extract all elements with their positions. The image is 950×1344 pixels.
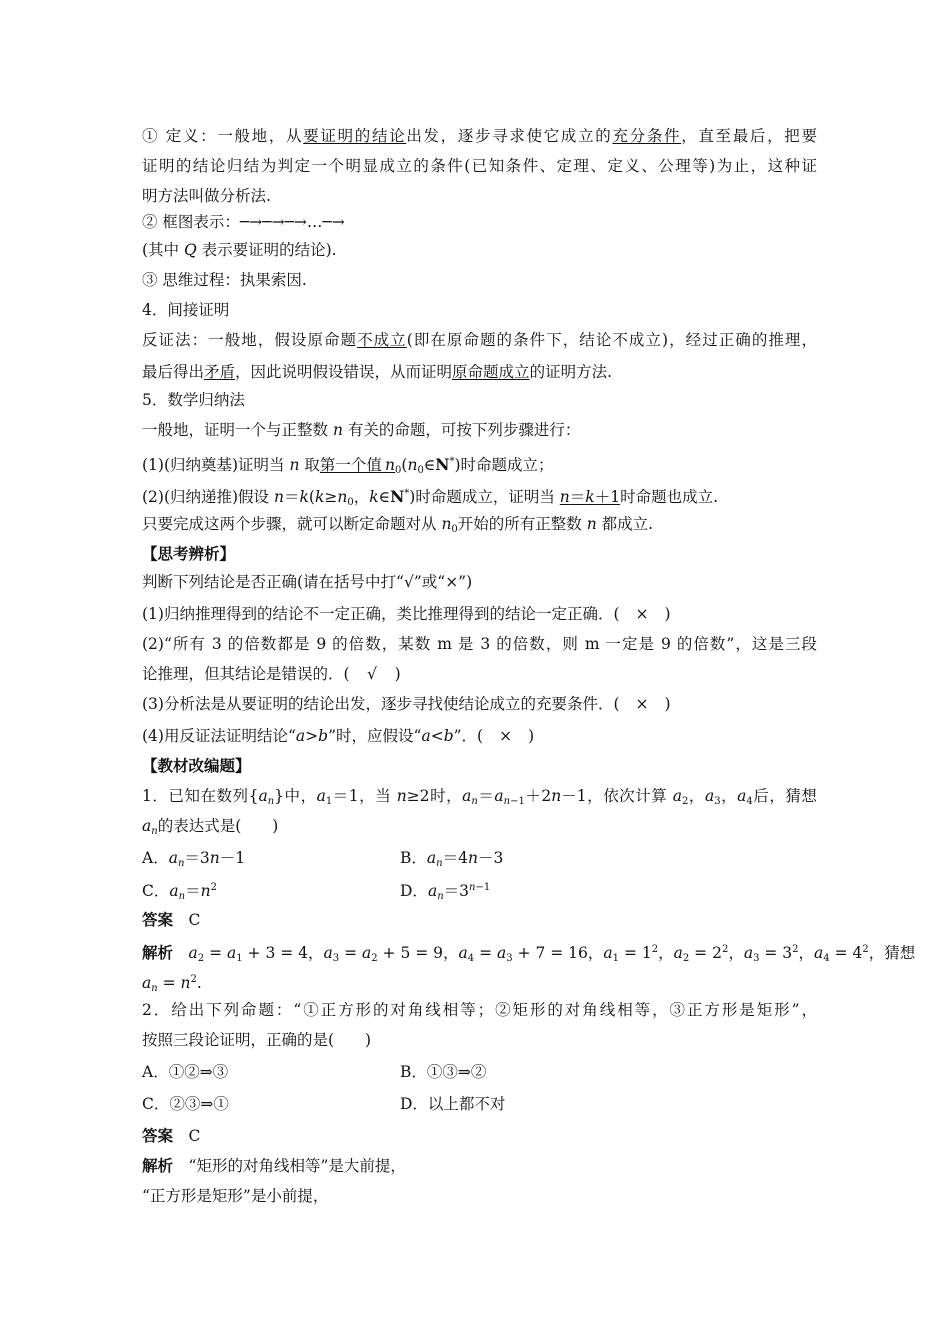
induction-step-1: (1)(归纳奠基)证明当 n 取第一个值 $n_0(n_0\in N^*)$时命题成立； — [142, 455, 554, 476]
think-q2-line-1: (2)“所有 3 的倍数都是 9 的倍数，某数 m 是 3 的倍数，则 m 一定是 9 的倍数”，这是三段 — [142, 635, 817, 653]
answer-mark: × — [499, 727, 513, 745]
indirect-line-2: 最后得出矛盾，因此说明假设错误，从而证明原命题成立的证明方法. — [142, 363, 612, 381]
induction-step-2: (2)(归纳递推)假设 $n=k(k\ge n_0$，k∈N*)时命题成立，证明当 n＝k＋1时命题也成立. — [142, 487, 719, 508]
induction-heading: 5．数学归纳法 — [142, 391, 245, 409]
problem-2-answer: 答案 C — [142, 1126, 201, 1145]
problem-1-line-1: 1．已知在数列$\{a_n\}$中，$a_1=1$，当 n≥2时，$a_n=a_{n-1}+2n-1$，依次计算 $a_2$，$a_3$，$a_4$后，猜想 — [142, 787, 817, 807]
induction-conclusion: 只要完成这两个步骤，就可以断定命题对从 $n_0$开始的所有正整数 n 都成立. — [142, 515, 654, 535]
problem-2-analysis-line-2: “正方形是矩形”是小前提， — [142, 1187, 329, 1205]
answer-mark: √ — [367, 665, 377, 683]
answer-mark: × — [635, 605, 649, 623]
definition-line-3: 明方法叫做分析法. — [142, 187, 271, 205]
thinking-process: ③ 思维过程：执果索因. — [142, 271, 307, 289]
think-q1: (1)归纳推理得到的结论不一定正确，类比推理得到的结论一定正确．( × ) — [142, 605, 671, 623]
diagram-line: ② 框图表示：─→─→─→…─→ — [142, 213, 345, 231]
definition-line-2: 证明的结论归结为判定一个明显成立的条件(已知条件、定理、定义、公理等)为止，这种证 — [142, 157, 817, 175]
problem-1-option-b[interactable]: B．$a_n=4n-3$ — [400, 849, 504, 869]
think-heading: 【思考辨析】 — [142, 544, 236, 563]
problem-2-analysis-line-1: 解析 “矩形的对角线相等”是大前提， — [142, 1156, 406, 1175]
indirect-line-1: 反证法：一般地，假设原命题不成立(即在原命题的条件下，结论不成立)，经过正确的推理， — [142, 331, 817, 349]
think-q3: (3)分析法是从要证明的结论出发，逐步寻找使结论成立的充要条件．( × ) — [142, 695, 671, 713]
problem-1-option-c[interactable]: C．$a_n=n^2$ — [142, 882, 217, 902]
textbook-heading: 【教材改编题】 — [142, 756, 251, 775]
problem-1-option-d[interactable]: D．$a_n=3^{n-1}$ — [400, 882, 491, 902]
problem-2-option-c[interactable]: C．②③⇒① — [142, 1095, 229, 1113]
problem-1-option-a[interactable]: A．$a_n=3n-1$ — [142, 849, 246, 869]
think-instruction: 判断下列结论是否正确(请在括号中打“√”或“×”) — [142, 573, 473, 591]
problem-2-option-a[interactable]: A．①②⇒③ — [142, 1063, 229, 1081]
problem-1-analysis-line-1: 解析 $a_2 = a_1 + 3 = 4$，$a_3 = a_2 + 5 = 9$，$a_4 = a_3 + 7 = 16$，$a_1 = 1^2$，$a_2 = 2^2$，$a_3 = 3^2$，$a_4 = 4^2$，猜想 — [142, 943, 916, 964]
problem-1-answer: 答案 C — [142, 910, 201, 929]
problem-2-option-b[interactable]: B．①③⇒② — [400, 1063, 487, 1081]
problem-1-analysis-line-2: $a_n = n^2$. — [142, 974, 202, 994]
definition-line-1: ① 定义：一般地，从要证明的结论出发，逐步寻求使它成立的充分条件，直至最后，把要 — [142, 127, 817, 145]
think-q2-line-2: 论推理，但其结论是错误的．( √ ) — [142, 665, 401, 683]
induction-intro: 一般地，证明一个与正整数 n 有关的命题，可按下列步骤进行： — [142, 421, 581, 439]
answer-mark: × — [635, 695, 649, 713]
problem-1-line-2: $a_n$的表达式是( ) — [142, 817, 279, 837]
indirect-heading: 4．间接证明 — [142, 301, 230, 319]
diagram-note: (其中 Q 表示要证明的结论). — [142, 241, 337, 259]
problem-2-line-2: 按照三段论证明，正确的是( ) — [142, 1031, 372, 1049]
think-q4: (4)用反证法证明结论“a>b”时，应假设“a<b”．( × ) — [142, 727, 535, 745]
problem-2-line-1: 2．给出下列命题：“①正方形的对角线相等；②矩形的对角线相等，③正方形是矩形”， — [142, 1001, 817, 1019]
problem-2-option-d[interactable]: D．以上都不对 — [400, 1095, 506, 1113]
